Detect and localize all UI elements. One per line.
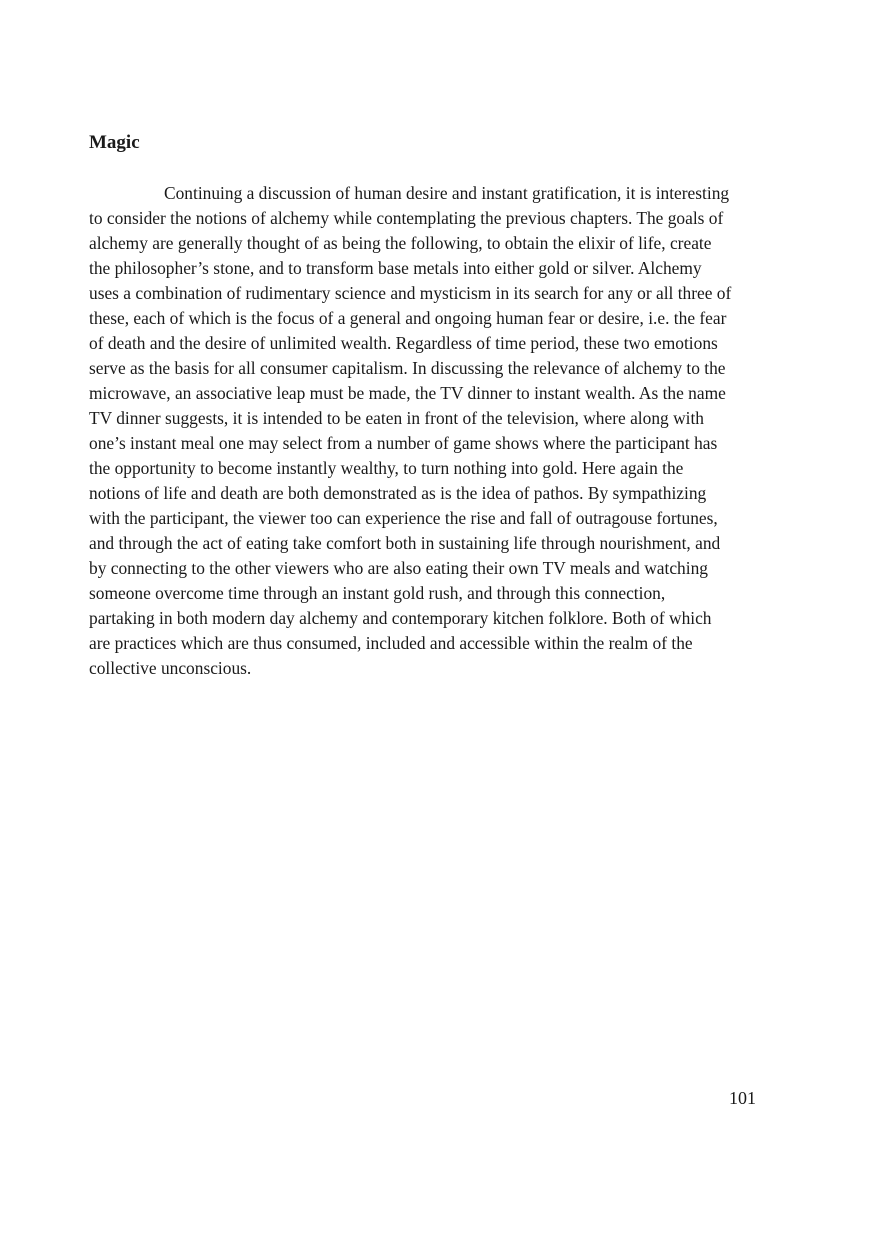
paragraph-line: by connecting to the other viewers who are also eating their own TV meals and watching <box>89 558 708 578</box>
paragraph-line: someone overcome time through an instant gold rush, and through this connection, <box>89 583 666 603</box>
paragraph-line: these, each of which is the focus of a general and ongoing human fear or desire, i.e. the fear <box>89 308 727 328</box>
paragraph-line: the opportunity to become instantly wealthy, to turn nothing into gold. Here again the <box>89 458 684 478</box>
paragraph-line: with the participant, the viewer too can experience the rise and fall of outragouse fortunes, <box>89 508 718 528</box>
paragraph-line: uses a combination of rudimentary science and mysticism in its search for any or all three of <box>89 283 732 303</box>
paragraph-line: partaking in both modern day alchemy and contemporary kitchen folklore. Both of which <box>89 608 712 628</box>
paragraph-line: and through the act of eating take comfort both in sustaining life through nourishment, and <box>89 533 721 553</box>
paragraph-line: TV dinner suggests, it is intended to be eaten in front of the television, where along with <box>89 408 704 428</box>
body-paragraph <box>89 181 769 681</box>
paragraph-line: notions of life and death are both demonstrated as is the idea of pathos. By sympathizing <box>89 483 707 503</box>
paragraph-line: collective unconscious. <box>89 658 252 678</box>
paragraph-line: serve as the basis for all consumer capitalism. In discussing the relevance of alchemy to the <box>89 358 726 378</box>
paragraph-line: the philosopher’s stone, and to transform base metals into either gold or silver. Alchemy <box>89 258 702 278</box>
paragraph-line: are practices which are thus consumed, included and accessible within the realm of the <box>89 633 693 653</box>
paragraph-line: Continuing a discussion of human desire and instant gratification, it is interesting <box>164 183 730 203</box>
paragraph-line: one’s instant meal one may select from a number of game shows where the participant has <box>89 433 718 453</box>
section-heading: Magic <box>89 132 140 153</box>
paragraph-line: to consider the notions of alchemy while contemplating the previous chapters. The goals of <box>89 208 724 228</box>
paragraph-line: alchemy are generally thought of as being the following, to obtain the elixir of life, create <box>89 233 712 253</box>
paragraph-line: of death and the desire of unlimited wealth. Regardless of time period, these two emotions <box>89 333 718 353</box>
paragraph-line: microwave, an associative leap must be made, the TV dinner to instant wealth. As the name <box>89 383 726 403</box>
page-number: 101 <box>729 1088 756 1108</box>
